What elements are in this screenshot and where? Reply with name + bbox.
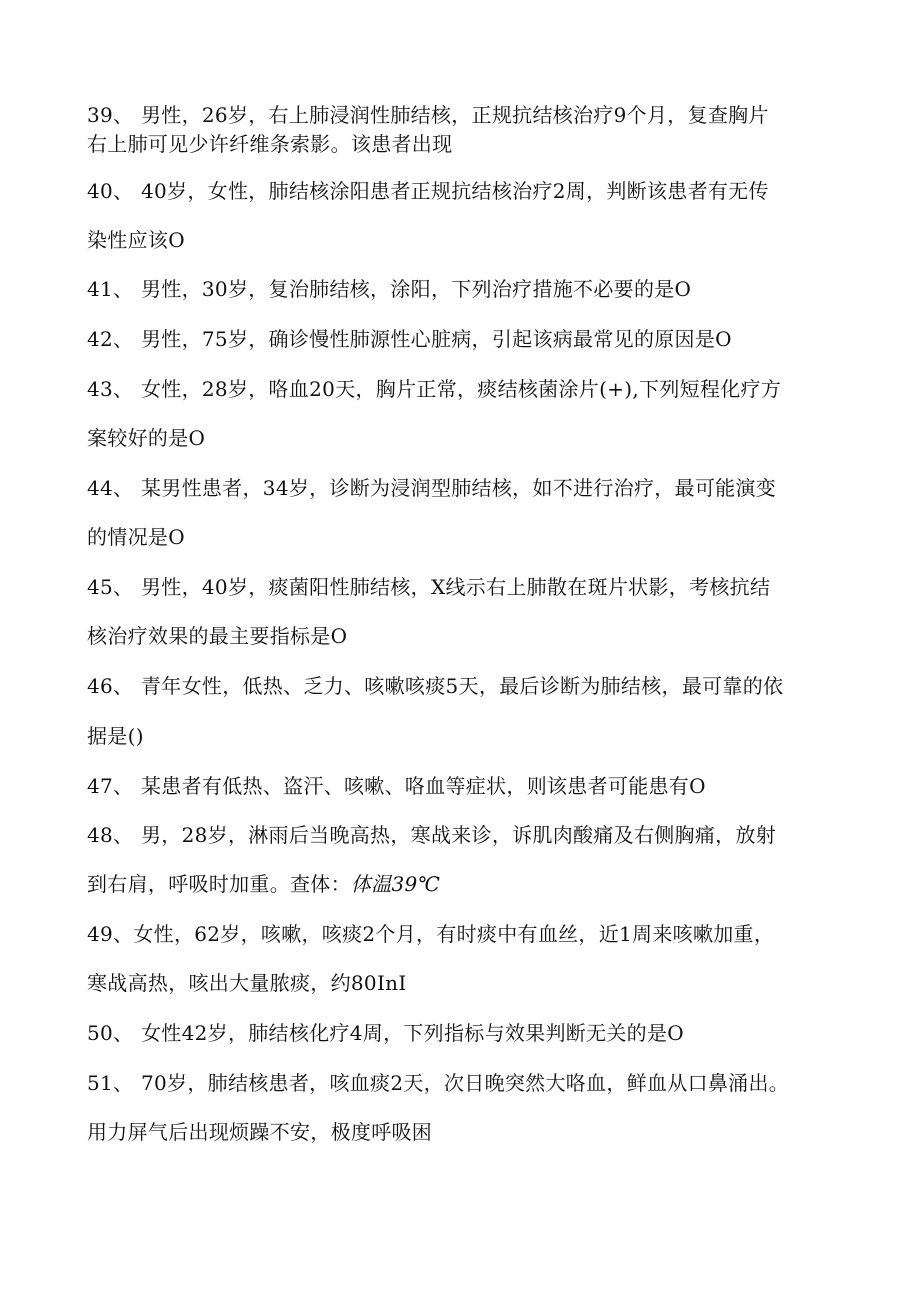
question-text: 某患者有低热、盗汗、咳嗽、咯血等症状，则该患者可能患有O <box>141 774 706 798</box>
question-number: 40、 <box>87 179 134 203</box>
question-44-line-1 <box>87 476 776 500</box>
question-number: 45、 <box>87 575 134 599</box>
question-text: 男性，75岁，确诊慢性肺源性心脏病，引起该病最常见的原因是O <box>141 327 732 351</box>
question-text: 到右肩，呼吸时加重。查体： <box>87 872 351 896</box>
question-45-line-2 <box>87 624 347 648</box>
question-text: 据是() <box>87 724 144 748</box>
question-text: 青年女性，低热、乏力、咳嗽咳痰5天，最后诊断为肺结核，最可靠的依 <box>141 674 784 698</box>
question-number: 43、 <box>87 377 134 401</box>
question-text: 案较好的是O <box>87 426 206 450</box>
question-47-line-1 <box>87 774 706 798</box>
question-39-line-2 <box>87 132 452 156</box>
question-48-line-2 <box>87 872 440 896</box>
question-text: 用力屏气后出现烦躁不安，极度呼吸困 <box>87 1120 433 1144</box>
question-text: 染性应该O <box>87 228 185 252</box>
question-text: 70岁，肺结核患者，咳血痰2天，次日晚突然大咯血，鲜血从口鼻涌出。 <box>141 1071 790 1095</box>
question-49-line-1 <box>87 922 774 946</box>
question-number: 47、 <box>87 774 134 798</box>
question-45-line-1 <box>87 575 770 599</box>
question-text: 寒战高热，咳出大量脓痰，约80InI <box>87 971 407 995</box>
question-39-line-1 <box>87 103 769 127</box>
question-49-line-2 <box>87 971 407 995</box>
question-number: 44、 <box>87 476 134 500</box>
question-number: 41、 <box>87 277 134 301</box>
question-text: 右上肺可见少许纤维条索影。该患者出现 <box>87 132 453 156</box>
question-number: 50、 <box>87 1021 134 1045</box>
question-text: 的情况是O <box>87 525 185 549</box>
question-50-line-1 <box>87 1021 684 1045</box>
question-text: 男，28岁，淋雨后当晚高热，寒战来诊，诉肌肉酸痛及右侧胸痛，放射 <box>141 823 777 847</box>
question-42-line-1 <box>87 327 732 351</box>
question-text: 女性，62岁，咳嗽，咳痰2个月，有时痰中有血丝，近1周来咳嗽加重， <box>133 922 775 946</box>
question-48-line-1 <box>87 823 776 847</box>
question-44-line-2 <box>87 525 185 549</box>
question-43-line-1 <box>87 377 781 401</box>
question-text: 某男性患者，34岁，诊断为浸润型肺结核，如不进行治疗，最可能演变 <box>141 476 777 500</box>
question-51-line-1 <box>87 1071 789 1095</box>
question-number: 46、 <box>87 674 134 698</box>
question-46-line-1 <box>87 674 783 698</box>
question-51-line-2 <box>87 1120 432 1144</box>
question-text: 男性，30岁，复治肺结核，涂阳，下列治疗措施不必要的是O <box>141 277 692 301</box>
question-number: 49、 <box>87 922 134 946</box>
question-40-line-2 <box>87 228 185 252</box>
question-text: 男性，40岁，痰菌阳性肺结核，X线示右上肺散在斑片状影，考核抗结 <box>141 575 771 599</box>
question-number: 48、 <box>87 823 134 847</box>
question-text: 40岁，女性，肺结核涂阳患者正规抗结核治疗2周，判断该患者有无传 <box>141 179 769 203</box>
question-text-italic: 体温39℃ <box>350 872 441 896</box>
question-text: 女性，28岁，咯血20天，胸片正常，痰结核菌涂片(+),下列短程化疗方 <box>141 377 782 401</box>
question-number: 42、 <box>87 327 134 351</box>
question-number: 51、 <box>87 1071 134 1095</box>
question-text: 男性，26岁，右上肺浸润性肺结核，正规抗结核治疗9个月，复查胸片 <box>141 103 769 127</box>
question-number: 39、 <box>87 103 134 127</box>
question-40-line-1 <box>87 179 769 203</box>
question-text: 女性42岁，肺结核化疗4周，下列指标与效果判断无关的是O <box>141 1021 684 1045</box>
question-41-line-1 <box>87 277 691 301</box>
question-text: 核治疗效果的最主要指标是O <box>87 624 348 648</box>
question-46-line-2 <box>87 724 144 748</box>
question-43-line-2 <box>87 426 205 450</box>
